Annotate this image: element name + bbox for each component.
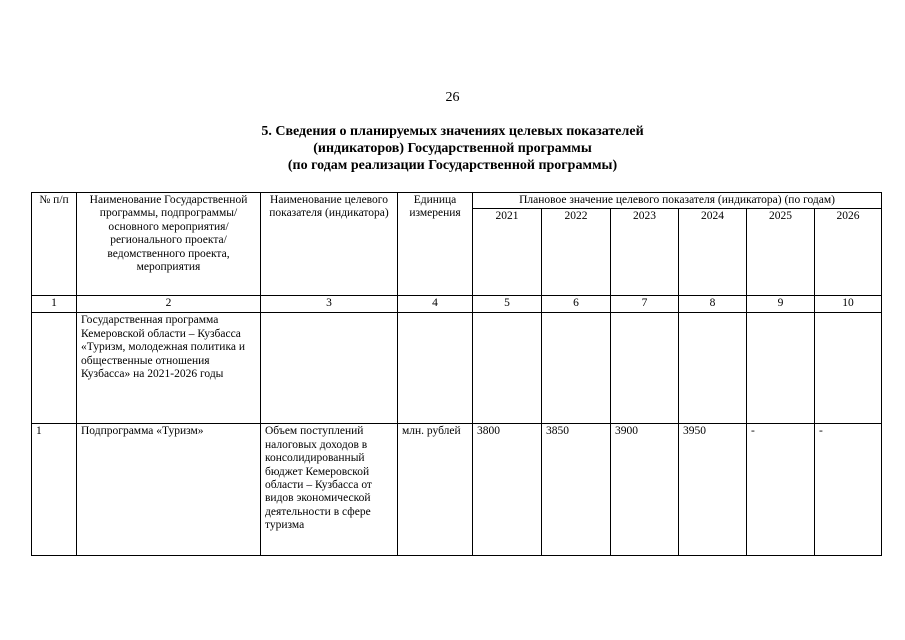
column-number: 7	[611, 296, 679, 313]
row-value	[542, 313, 611, 424]
column-number: 4	[398, 296, 473, 313]
column-number: 1	[32, 296, 77, 313]
row-value: 3950	[679, 424, 747, 556]
column-number: 10	[815, 296, 882, 313]
row-value	[679, 313, 747, 424]
row-unit: млн. рублей	[398, 424, 473, 556]
row-value: -	[815, 424, 882, 556]
page-number: 26	[445, 90, 460, 105]
title-line-1: 5. Сведения о планируемых значениях целевых показателей	[261, 124, 644, 139]
title-line-3: (по годам реализации Государственной программы)	[287, 158, 618, 173]
row-indicator: Объем поступлений налоговых доходов в консолидированный бюджет Кемеровской области – Кузбасса от видов экономической деятельности в сфере туризма	[261, 424, 398, 556]
row-name: Подпрограмма «Туризм»	[77, 424, 261, 556]
row-unit	[398, 313, 473, 424]
row-value	[611, 313, 679, 424]
row-value	[815, 313, 882, 424]
row-value	[473, 313, 542, 424]
row-value	[747, 313, 815, 424]
row-value: 3850	[542, 424, 611, 556]
table-row	[32, 424, 882, 556]
row-name: Государственная программа Кемеровской области – Кузбасса «Туризм, молодежная политика и общественные отношения Кузбасса» на 2021-2026 годы	[77, 313, 261, 424]
row-value: 3900	[611, 424, 679, 556]
header-year: 2022	[542, 209, 611, 296]
header-name: Наименование Государственной программы, подпрограммы/основного мероприятия/ регионального проекта/ведомственного проекта, мероприятия	[77, 193, 261, 296]
header-year: 2023	[611, 209, 679, 296]
title-line-2: (индикаторов) Государственной программы	[313, 141, 592, 156]
column-number: 8	[679, 296, 747, 313]
row-num: 1	[32, 424, 77, 556]
section-title	[0, 123, 905, 174]
header-indicator: Наименование целевого показателя (индикатора)	[261, 193, 398, 296]
header-unit: Единица измерения	[398, 193, 473, 296]
column-number: 2	[77, 296, 261, 313]
row-indicator	[261, 313, 398, 424]
table-row	[32, 313, 882, 424]
column-number: 3	[261, 296, 398, 313]
row-num	[32, 313, 77, 424]
column-number: 6	[542, 296, 611, 313]
row-value: 3800	[473, 424, 542, 556]
row-value: -	[747, 424, 815, 556]
header-year: 2025	[747, 209, 815, 296]
indicators-table	[31, 192, 882, 556]
header-year: 2026	[815, 209, 882, 296]
header-year: 2021	[473, 209, 542, 296]
header-num: № п/п	[32, 193, 77, 296]
column-number-row	[32, 296, 882, 313]
column-number: 9	[747, 296, 815, 313]
header-year: 2024	[679, 209, 747, 296]
column-number: 5	[473, 296, 542, 313]
header-planned: Плановое значение целевого показателя (индикатора) (по годам)	[473, 193, 882, 209]
